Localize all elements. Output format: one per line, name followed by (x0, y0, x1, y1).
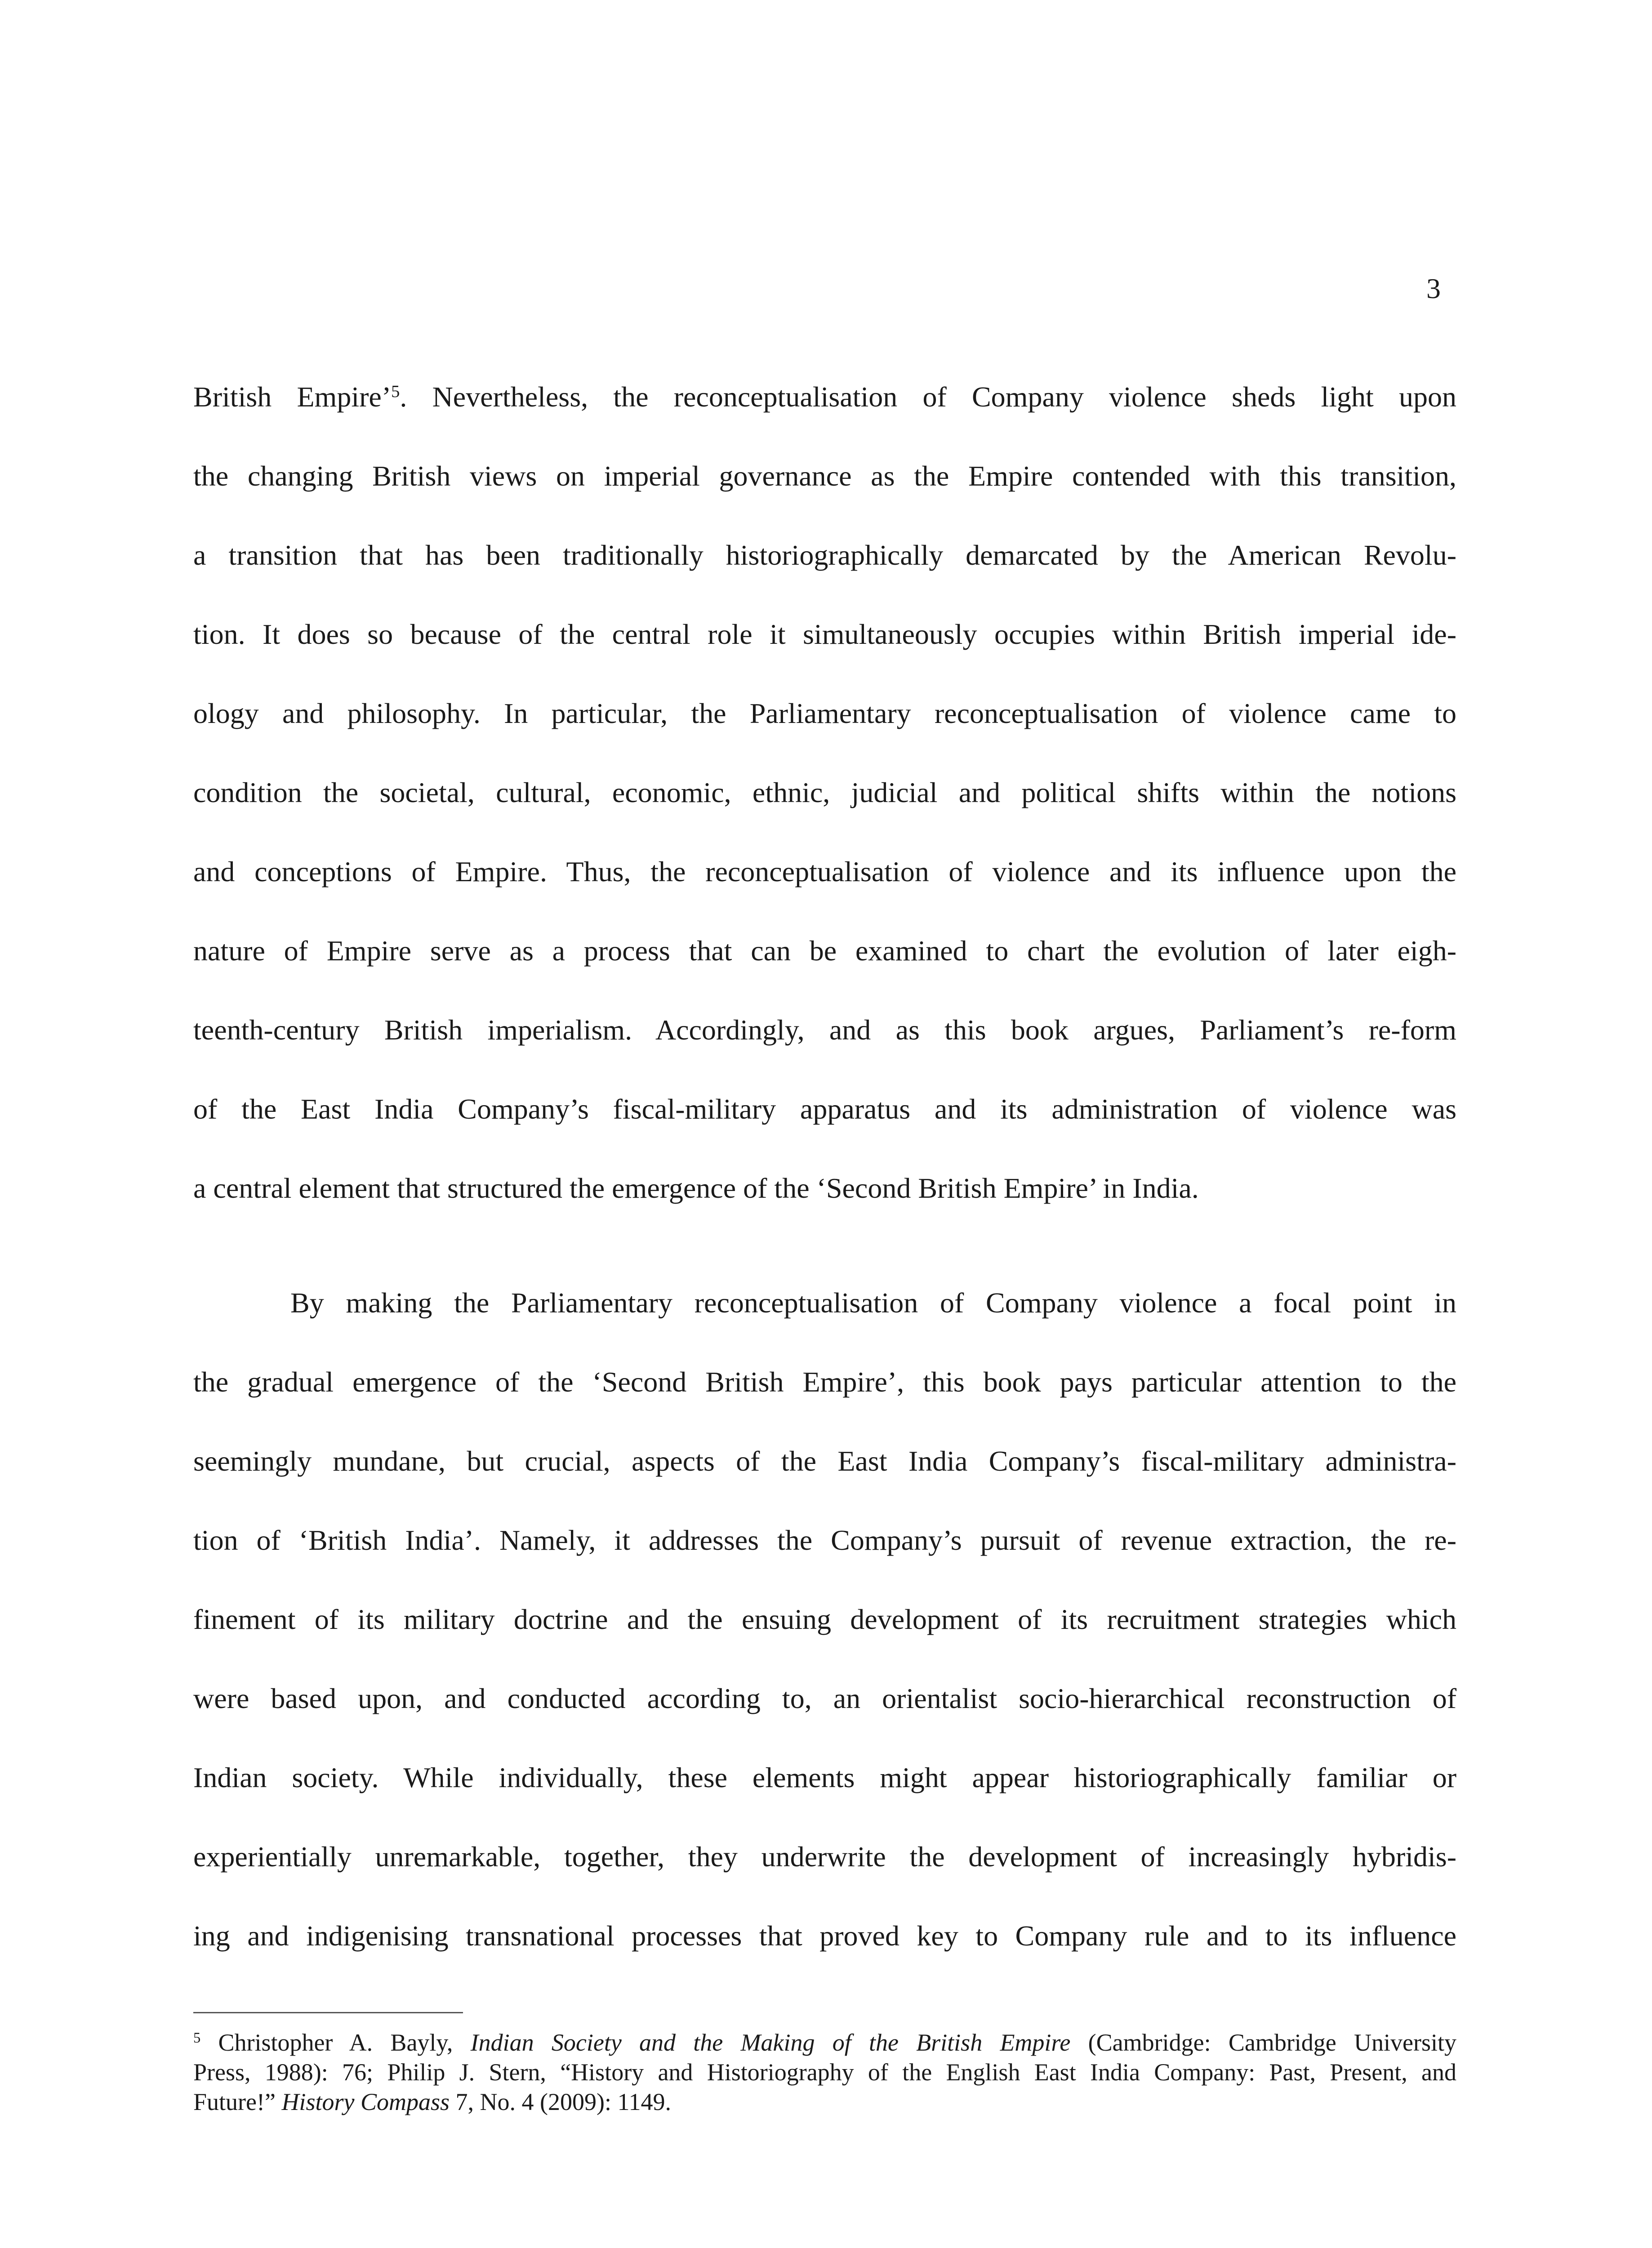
text-line: Indian society. While individually, these elements might appear historiographically familiar or (193, 1762, 1456, 1793)
text-line: the changing British views on imperial governance as the Empire contended with this transition, (193, 460, 1456, 492)
book-title: Indian Society and the Making of the British Empire (470, 2029, 1071, 2056)
text-segment: Future!” (193, 2088, 282, 2115)
text-segment: (Cambridge: Cambridge University (1070, 2029, 1456, 2056)
footnote-line: Press, 1988): 76; Philip J. Stern, “History and Historiography of the English East India Company: Past, Present, and (193, 2059, 1456, 2086)
paragraph-2 (193, 1263, 1456, 1976)
page-number: 3 (1426, 272, 1441, 304)
journal-title: History Compass (281, 2088, 450, 2115)
text-line: and conceptions of Empire. Thus, the reconceptualisation of violence and its influence upon the (193, 856, 1456, 888)
footnote-line (193, 2028, 1456, 2057)
text-segment: 7, No. 4 (2009): 1149. (449, 2088, 671, 2115)
text-line: of the East India Company’s fiscal-military apparatus and its administration of violence was (193, 1093, 1456, 1125)
text-line: By making the Parliamentary reconceptualisation of Company violence a focal point in (290, 1287, 1456, 1319)
text-line: experientially unremarkable, together, they underwrite the development of increasingly hybridis- (193, 1841, 1456, 1873)
text-line: tion. It does so because of the central role it simultaneously occupies within British imperial ide- (193, 618, 1456, 650)
text-line: a transition that has been traditionally historiographically demarcated by the American Revolu- (193, 539, 1456, 571)
text-line (193, 357, 1456, 437)
text-line: ing and indigenising transnational processes that proved key to Company rule and to its influence (193, 1920, 1456, 1952)
text-line: were based upon, and conducted according to, an orientalist socio-hierarchical reconstruction of (193, 1682, 1456, 1714)
text-line: seemingly mundane, but crucial, aspects of the East India Company’s fiscal-military administra- (193, 1445, 1456, 1477)
text-line: condition the societal, cultural, economic, ethnic, judicial and political shifts within the notions (193, 776, 1456, 808)
text-segment: Christopher A. Bayly, (200, 2029, 471, 2056)
text-segment: . Nevertheless, the reconceptualisation of Company violence sheds light upon (400, 381, 1457, 413)
text-line: nature of Empire serve as a process that can be examined to chart the evolution of later eigh- (193, 935, 1456, 967)
text-line: ology and philosophy. In particular, the Parliamentary reconceptualisation of violence came to (193, 697, 1456, 729)
text-segment: British Empire’ (193, 381, 392, 413)
text-line: the gradual emergence of the ‘Second British Empire’, this book pays particular attention to the (193, 1366, 1456, 1398)
text-line: teenth-century British imperialism. Accordingly, and as this book argues, Parliament’s re-form (193, 1014, 1456, 1046)
text-line: finement of its military doctrine and the ensuing development of its recruitment strategies which (193, 1603, 1456, 1635)
footnote-reference: 5 (391, 382, 400, 401)
footnote-line (193, 2087, 1456, 2117)
text-line: tion of ‘British India’. Namely, it addresses the Company’s pursuit of revenue extraction, the re- (193, 1524, 1456, 1556)
paragraph-1 (193, 357, 1456, 1228)
footnote-marker: 5 (193, 2030, 201, 2047)
footnote-separator (193, 2012, 463, 2013)
text-line: a central element that structured the emergence of the ‘Second British Empire’ in India. (193, 1172, 1199, 1204)
footnote (193, 2028, 1456, 2117)
